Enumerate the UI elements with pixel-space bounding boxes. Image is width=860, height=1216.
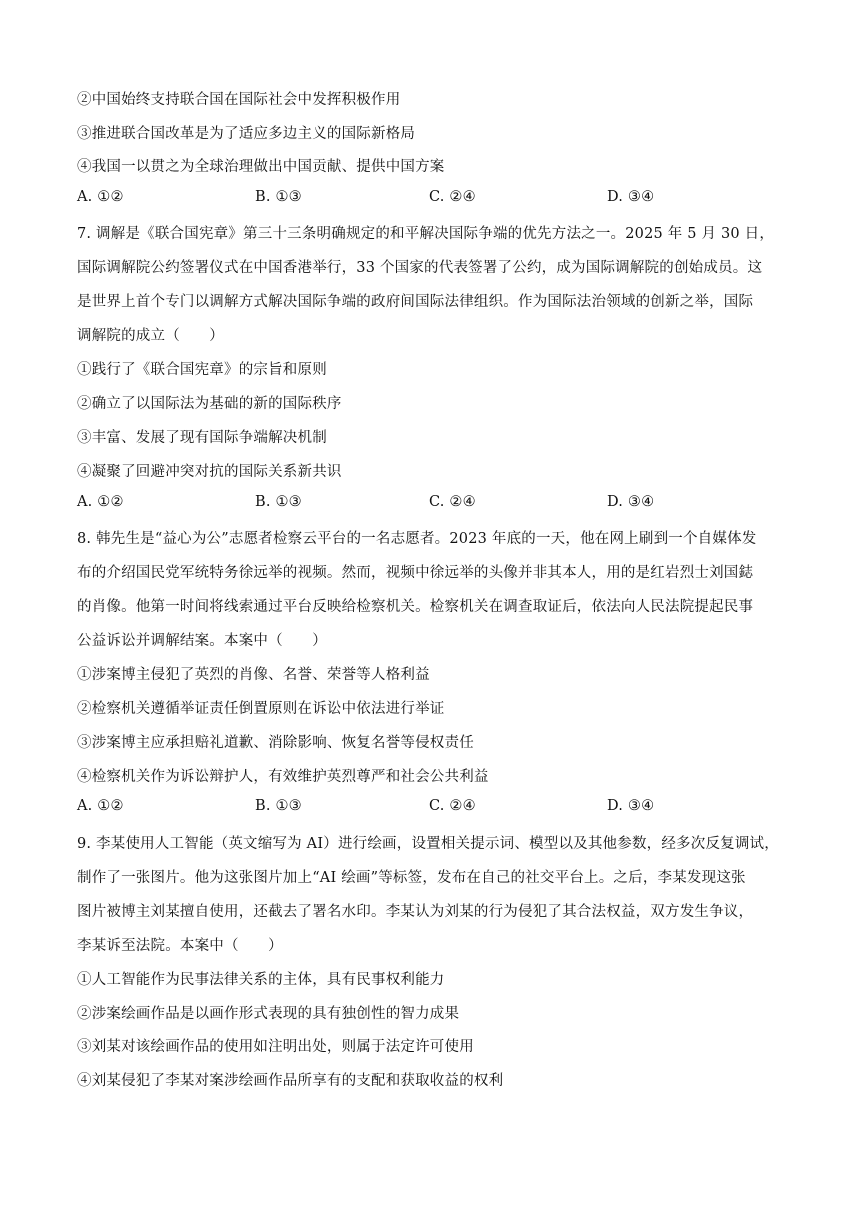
q8-option-a: A. ①②	[77, 798, 124, 814]
q7-option-c: C. ②④	[429, 494, 476, 510]
q9-statement-2: ②涉案绘画作品是以画作形式表现的具有独创性的智力成果	[77, 1006, 460, 1022]
q8-statement-1: ①涉案博主侵犯了英烈的肖像、名誉、荣誉等人格利益	[77, 667, 430, 683]
q8-option-d: D. ③④	[607, 798, 655, 814]
q6-option-a: A. ①②	[77, 189, 124, 205]
q8-stem-line-2: 布的介绍国民党军统特务徐远举的视频。然而，视频中徐远举的头像并非其本人，用的是红岩烈士刘国鋕	[77, 565, 754, 581]
q7-stem-line-1: 7. 调解是《联合国宪章》第三十三条明确规定的和平解决国际争端的优先方法之一。2025 年 5 月 30 日，	[77, 226, 775, 242]
q9-statement-1: ①人工智能作为民事法律关系的主体，具有民事权利能力	[77, 972, 445, 988]
q8-option-c: C. ②④	[429, 798, 476, 814]
q9-statement-4: ④刘某侵犯了李某对案涉绘画作品所享有的支配和获取收益的权利	[77, 1073, 504, 1089]
q7-statement-1: ①践行了《联合国宪章》的宗旨和原则	[77, 362, 327, 378]
q9-statement-3: ③刘某对该绘画作品的使用如注明出处，则属于法定许可使用	[77, 1039, 474, 1055]
q9-stem-line-3: 图片被博主刘某擅自使用，还截去了署名水印。李某认为刘某的行为侵犯了其合法权益，双方发生争议，	[77, 904, 754, 920]
q7-statement-2: ②确立了以国际法为基础的新的国际秩序	[77, 396, 342, 412]
q8-statement-3: ③涉案博主应承担赔礼道歉、消除影响、恢复名誉等侵权责任	[77, 735, 474, 751]
q7-option-a: A. ①②	[77, 494, 124, 510]
q9-stem-line-2: 制作了一张图片。他为这张图片加上“AI 绘画”等标签，发布在自己的社交平台上。之后，李某发现这张	[77, 870, 746, 886]
q7-statement-3: ③丰富、发展了现有国际争端解决机制	[77, 430, 327, 446]
q6-statement-3: ③推进联合国改革是为了适应多边主义的国际新格局	[77, 126, 416, 142]
q7-stem-line-4: 调解院的成立（ ）	[77, 328, 224, 344]
q7-option-b: B. ①③	[255, 494, 302, 510]
q7-options	[77, 494, 797, 514]
q8-statement-4: ④检察机关作为诉讼辩护人，有效维护英烈尊严和社会公共利益	[77, 769, 489, 785]
q8-stem-line-3: 的肖像。他第一时间将线索通过平台反映给检察机关。检察机关在调查取证后，依法向人民法院提起民事	[77, 599, 754, 615]
q8-stem-line-4: 公益诉讼并调解结案。本案中（ ）	[77, 633, 327, 649]
q9-stem-line-1: 9. 李某使用人工智能（英文缩写为 AI）进行绘画，设置相关提示词、模型以及其他参数，经多次反复调试，	[77, 836, 779, 852]
q6-statement-4: ④我国一以贯之为全球治理做出中国贡献、提供中国方案	[77, 159, 445, 175]
q6-option-b: B. ①③	[255, 189, 302, 205]
q9-stem-line-4: 李某诉至法院。本案中（ ）	[77, 938, 283, 954]
q8-statement-2: ②检察机关遵循举证责任倒置原则在诉讼中依法进行举证	[77, 701, 445, 717]
q8-options	[77, 798, 797, 818]
q6-options	[77, 189, 797, 209]
q8-stem-line-1: 8. 韩先生是“益心为公”志愿者检察云平台的一名志愿者。2023 年底的一天，他在网上刷到一个自媒体发	[77, 531, 757, 547]
q7-statement-4: ④凝聚了回避冲突对抗的国际关系新共识	[77, 464, 342, 480]
q8-option-b: B. ①③	[255, 798, 302, 814]
q6-option-c: C. ②④	[429, 189, 476, 205]
q6-option-d: D. ③④	[607, 189, 655, 205]
q7-option-d: D. ③④	[607, 494, 655, 510]
q7-stem-line-3: 是世界上首个专门以调解方式解决国际争端的政府间国际法律组织。作为国际法治领域的创新之举，国际	[77, 294, 754, 310]
q7-stem-line-2: 国际调解院公约签署仪式在中国香港举行，33 个国家的代表签署了公约，成为国际调解院的创始成员。这	[77, 260, 763, 276]
q6-statement-2: ②中国始终支持联合国在国际社会中发挥积极作用	[77, 92, 401, 108]
